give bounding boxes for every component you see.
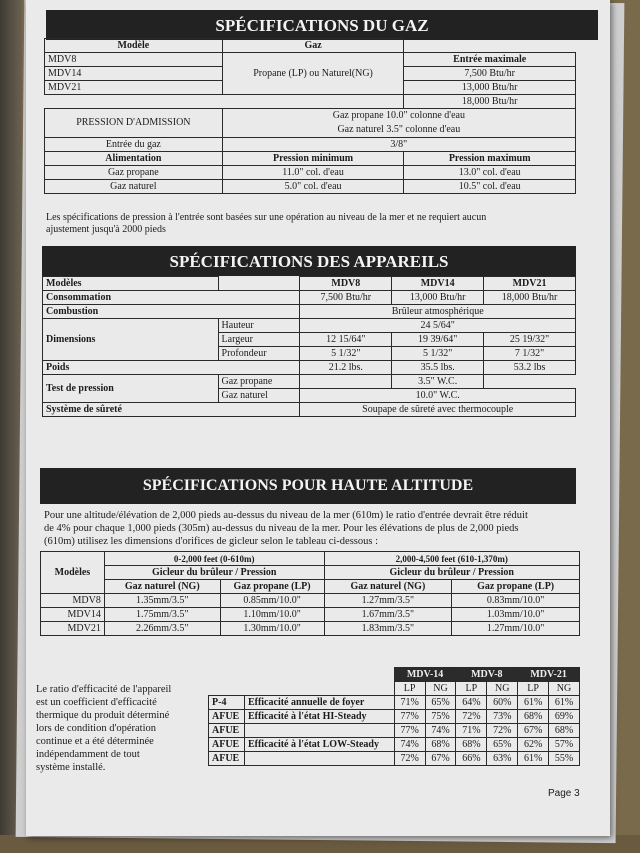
alt-ng2: 1.27mm/3.5": [324, 594, 452, 608]
sub-header-gicleur: Gicleur du brûleur / Pression: [324, 566, 579, 580]
eff-model: MDV-14: [394, 668, 456, 682]
manual-page: [26, 0, 610, 836]
eff-value: 72%: [487, 724, 518, 738]
eff-value: 65%: [425, 696, 456, 710]
naturel-label: Gaz naturel: [45, 180, 223, 194]
table-row: [209, 696, 580, 710]
col-header-ng: Gaz naturel (NG): [104, 580, 220, 594]
eff-value: 64%: [456, 696, 487, 710]
col-header-gaz: Gaz: [222, 39, 404, 53]
alt-lp1: 0.85mm/10.0": [220, 594, 324, 608]
poids-label: Poids: [43, 361, 300, 375]
eff-value: 68%: [425, 738, 456, 752]
table-row: [41, 608, 580, 622]
col-header-pmax: Pression maximum: [404, 152, 576, 166]
largeur-value: 12 15/64": [300, 333, 392, 347]
eff-value: 62%: [518, 738, 549, 752]
consommation-value: 13,000 Btu/hr: [392, 291, 484, 305]
gas-spec-table: [44, 38, 576, 194]
alt-ng1: 1.35mm/3.5": [104, 594, 220, 608]
alt-lp1: 1.10mm/10.0": [220, 608, 324, 622]
surete-label: Système de sûreté: [43, 403, 300, 417]
alt-model: MDV8: [41, 594, 105, 608]
alt-ng2: 1.83mm/3.5": [324, 622, 452, 636]
eff-value: 55%: [549, 752, 580, 766]
combustion-label: Combustion: [43, 305, 300, 319]
gas-model: MDV8: [45, 53, 223, 67]
eff-value: 63%: [487, 752, 518, 766]
eff-ng-header: NG: [425, 682, 456, 696]
largeur-label: Largeur: [218, 333, 300, 347]
col-header-alimentation: Alimentation: [45, 152, 223, 166]
eff-value: 72%: [394, 752, 425, 766]
eff-value: 57%: [549, 738, 580, 752]
table-row: [209, 710, 580, 724]
entree-label: Entrée du gaz: [45, 138, 223, 152]
consommation-label: Consommation: [43, 291, 300, 305]
eff-model: MDV-8: [456, 668, 518, 682]
test-naturel-label: Gaz naturel: [218, 389, 300, 403]
eff-value: 68%: [549, 724, 580, 738]
largeur-value: 25 19/32": [484, 333, 576, 347]
eff-ng-header: NG: [487, 682, 518, 696]
col-header-entree-max: Entrée maximale: [404, 53, 576, 67]
gas-model: MDV21: [45, 81, 223, 95]
test-label: Test de pression: [43, 375, 219, 403]
table-row: [209, 752, 580, 766]
eff-value: 61%: [518, 696, 549, 710]
altitude-range-2: 2,000-4,500 feet (610-1,370m): [324, 552, 579, 566]
eff-value: 66%: [456, 752, 487, 766]
col-header-pmin: Pression minimum: [222, 152, 404, 166]
consommation-value: 7,500 Btu/hr: [300, 291, 392, 305]
sub-header-gicleur: Gicleur du brûleur / Pression: [104, 566, 324, 580]
eff-value: 72%: [456, 710, 487, 724]
eff-lp-header: LP: [456, 682, 487, 696]
altitude-range-1: 0-2,000 feet (0-610m): [104, 552, 324, 566]
eff-label: [244, 724, 394, 738]
appliance-spec-table: [42, 276, 576, 417]
eff-label: Efficacité annuelle de foyer: [244, 696, 394, 710]
col-header-modeles: Modèles: [43, 277, 219, 291]
eff-value: 74%: [394, 738, 425, 752]
dimensions-label: Dimensions: [43, 319, 219, 361]
admission-naturel: Gaz naturel 3.5" colonne d'eau: [222, 123, 575, 138]
poids-value: 53.2 lbs: [484, 361, 576, 375]
app-model: MDV14: [392, 277, 484, 291]
propane-max: 13.0" col. d'eau: [404, 166, 576, 180]
alt-lp2: 0.83mm/10.0": [452, 594, 580, 608]
alt-model: MDV14: [41, 608, 105, 622]
eff-value: 69%: [549, 710, 580, 724]
eff-value: 60%: [487, 696, 518, 710]
appliance-spec-title: SPÉCIFICATIONS DES APPAREILS: [42, 246, 576, 276]
entree-value: 3/8": [222, 138, 575, 152]
app-model: MDV21: [484, 277, 576, 291]
eff-value: 68%: [456, 738, 487, 752]
eff-label: [244, 752, 394, 766]
gas-model: MDV14: [45, 67, 223, 81]
admission-propane: Gaz propane 10.0" colonne d'eau: [222, 109, 575, 124]
combustion-value: Brûleur atmosphérique: [300, 305, 576, 319]
poids-value: 35.5 lbs.: [392, 361, 484, 375]
test-propane-label: Gaz propane: [218, 375, 300, 389]
col-header-ng: Gaz naturel (NG): [324, 580, 452, 594]
alt-ng2: 1.67mm/3.5": [324, 608, 452, 622]
table-row: [41, 594, 580, 608]
alt-lp2: 1.03mm/10.0": [452, 608, 580, 622]
efficiency-description: Le ratio d'efficacité de l'appareil est un coefficient d'efficacité thermique du produit déterminé lors de condition d'opération continue et a été déterminée indépendamment de tout système installé.: [36, 684, 172, 773]
eff-label: Efficacité à l'état HI-Steady: [244, 710, 394, 724]
table-row: [41, 622, 580, 636]
naturel-max: 10.5" col. d'eau: [404, 180, 576, 194]
poids-value: 21.2 lbs.: [300, 361, 392, 375]
eff-value: 67%: [518, 724, 549, 738]
surete-value: Soupape de sûreté avec thermocouple: [300, 403, 576, 417]
naturel-min: 5.0" col. d'eau: [222, 180, 404, 194]
eff-value: 73%: [487, 710, 518, 724]
eff-value: 77%: [394, 710, 425, 724]
eff-code: P-4: [209, 696, 245, 710]
eff-value: 61%: [549, 696, 580, 710]
eff-value: 65%: [487, 738, 518, 752]
alt-ng1: 2.26mm/3.5": [104, 622, 220, 636]
profondeur-value: 7 1/32": [484, 347, 576, 361]
hauteur-value: 24 5/64": [300, 319, 576, 333]
altitude-table: [40, 551, 580, 636]
gas-max-input: 13,000 Btu/hr: [404, 81, 576, 95]
table-row: [209, 724, 580, 738]
eff-value: 75%: [425, 710, 456, 724]
eff-code: AFUE: [209, 724, 245, 738]
altitude-paragraph: Pour une altitude/élévation de 2,000 pieds au-dessus du niveau de la mer (610m) le ratio d'entrée devrait être réduit de 4% pour chaque 1,000 pieds (305m) au-dessus du niveau de la mer. Pour les élévations de plus de 2,000 pieds (610m) utilisez les dimensions d'orifices de gicleur selon le tableau ci-dessous :: [44, 510, 528, 547]
largeur-value: 19 39/64": [392, 333, 484, 347]
altitude-spec-title: SPÉCIFICATIONS POUR HAUTE ALTITUDE: [40, 468, 576, 504]
profondeur-label: Profondeur: [218, 347, 300, 361]
eff-code: AFUE: [209, 738, 245, 752]
test-propane-value: 3.5" W.C.: [392, 375, 484, 389]
eff-code: AFUE: [209, 710, 245, 724]
hauteur-label: Hauteur: [218, 319, 300, 333]
gas-note: Les spécifications de pression à l'entrée sont basées sur une opération au niveau de la mer et ne requiert aucun ajustement jusqu'à 2000 pieds: [46, 212, 487, 235]
col-header-lp: Gaz propane (LP): [452, 580, 580, 594]
gas-spec-title: SPÉCIFICATIONS DU GAZ: [46, 10, 598, 40]
eff-model: MDV-21: [518, 668, 580, 682]
col-header-lp: Gaz propane (LP): [220, 580, 324, 594]
profondeur-value: 5 1/32": [300, 347, 392, 361]
page-number: Page 3: [548, 788, 580, 799]
alt-model: MDV21: [41, 622, 105, 636]
propane-min: 11.0" col. d'eau: [222, 166, 404, 180]
eff-value: 71%: [394, 696, 425, 710]
efficiency-table: [208, 667, 580, 766]
gas-type: Propane (LP) ou Naturel(NG): [222, 53, 404, 95]
col-header-modele: Modèle: [45, 39, 223, 53]
eff-ng-header: NG: [549, 682, 580, 696]
eff-lp-header: LP: [394, 682, 425, 696]
eff-value: 71%: [456, 724, 487, 738]
table-row: [209, 738, 580, 752]
eff-value: 61%: [518, 752, 549, 766]
app-model: MDV8: [300, 277, 392, 291]
eff-label: Efficacité à l'état LOW-Steady: [244, 738, 394, 752]
eff-value: 67%: [425, 752, 456, 766]
consommation-value: 18,000 Btu/hr: [484, 291, 576, 305]
alt-ng1: 1.75mm/3.5": [104, 608, 220, 622]
eff-code: AFUE: [209, 752, 245, 766]
admission-label: PRESSION D'ADMISSION: [45, 109, 223, 138]
gas-max-input: 18,000 Btu/hr: [404, 95, 576, 109]
eff-value: 68%: [518, 710, 549, 724]
profondeur-value: 5 1/32": [392, 347, 484, 361]
alt-lp1: 1.30mm/10.0": [220, 622, 324, 636]
eff-value: 74%: [425, 724, 456, 738]
alt-lp2: 1.27mm/10.0": [452, 622, 580, 636]
gas-max-input: 7,500 Btu/hr: [404, 67, 576, 81]
col-header-modeles: Modèles: [41, 552, 105, 594]
eff-value: 77%: [394, 724, 425, 738]
eff-lp-header: LP: [518, 682, 549, 696]
propane-label: Gaz propane: [45, 166, 223, 180]
test-naturel-value: 10.0" W.C.: [300, 389, 576, 403]
